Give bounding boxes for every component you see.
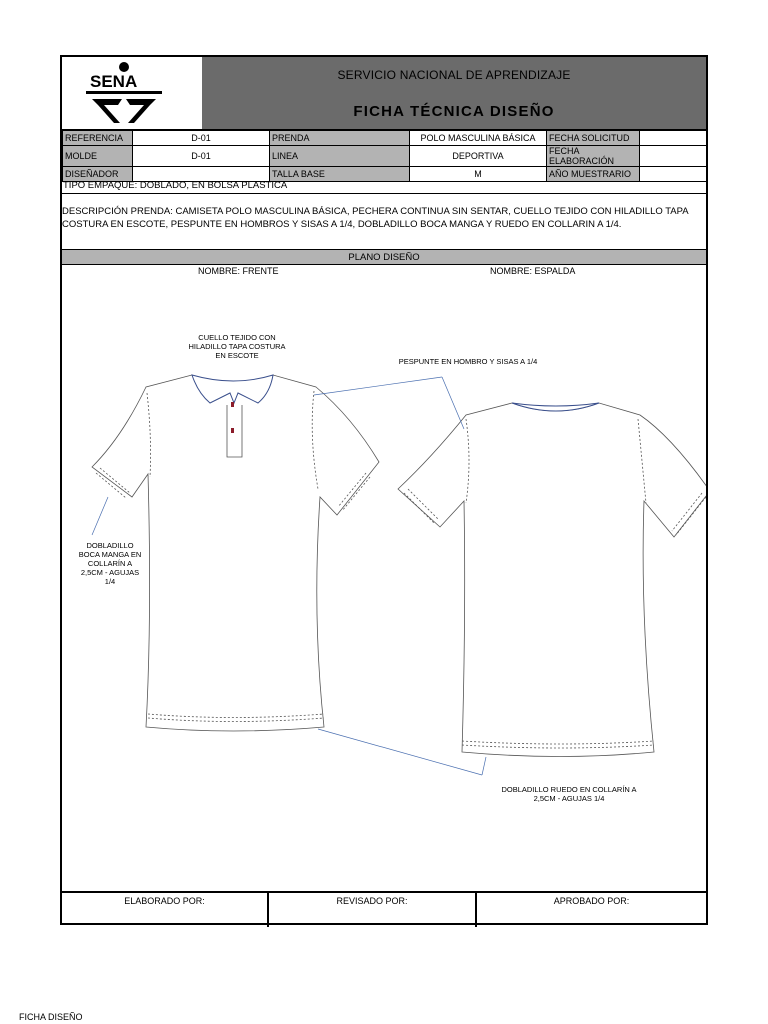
talla-base-value: M bbox=[410, 167, 547, 182]
polo-back-sketch bbox=[398, 403, 706, 757]
packaging-type: TIPO EMPAQUE: DOBLADO, EN BOLSA PLASTICA bbox=[62, 177, 706, 194]
aprobado-cell: APROBADO POR: bbox=[553, 896, 630, 906]
sheet-title: FICHA TÉCNICA DISEÑO bbox=[202, 93, 706, 129]
shoulder-annotation: PESPUNTE EN HOMBRO Y SISAS A 1/4 bbox=[398, 357, 538, 366]
referencia-value: D-01 bbox=[133, 131, 270, 146]
talla-base-label: TALLA BASE bbox=[270, 167, 410, 182]
linea-label: LINEA bbox=[270, 146, 410, 167]
prenda-label: PRENDA bbox=[270, 131, 410, 146]
plano-header: PLANO DISEÑO bbox=[62, 249, 706, 265]
molde-value: D-01 bbox=[133, 146, 270, 167]
garment-drawing bbox=[62, 57, 706, 891]
hem-annotation: DOBLADILLO RUEDO EN COLLARÍN A 2,5CM - AGUJAS 1/4 bbox=[501, 785, 637, 803]
collar-annotation: CUELLO TEJIDO CON HILADILLO TAPA COSTURA EN ESCOTE bbox=[188, 333, 286, 360]
prenda-value: POLO MASCULINA BÁSICA bbox=[410, 131, 547, 146]
revisado-cell: REVISADO POR: bbox=[269, 893, 477, 927]
back-name: NOMBRE: ESPALDA bbox=[490, 266, 576, 276]
button-icon bbox=[231, 428, 234, 433]
elaborado-cell: ELABORADO POR: bbox=[62, 893, 269, 927]
front-name: NOMBRE: FRENTE bbox=[198, 266, 279, 276]
signature-footer bbox=[62, 891, 706, 927]
disenador-label: DISEÑADOR bbox=[63, 167, 133, 182]
garment-description: DESCRIPCIÓN PRENDA: CAMISETA POLO MASCULINA BÁSICA, PECHERA CONTINUA SIN SENTAR, CUELLO TEJIDO CON HILADILLO TAPA COSTURA EN ESCOTE, PESPUNTE EN HOMBROS Y SISAS A 1/4, DOBLADILLO BOCA MANGA Y RUEDO EN COLLARIN A 1/4. bbox=[62, 206, 689, 230]
fecha-elaboracion-label: FECHA ELABORACIÓN bbox=[547, 146, 640, 167]
molde-label: MOLDE bbox=[63, 146, 133, 167]
button-icon bbox=[231, 402, 234, 407]
ano-muestrario-label: AÑO MUESTRARIO bbox=[547, 167, 640, 182]
sheet-tab-name: FICHA DISEÑO bbox=[19, 1012, 83, 1022]
fecha-solicitud-label: FECHA SOLICITUD bbox=[547, 131, 640, 146]
logo-text: SENA bbox=[90, 72, 138, 91]
sleeve-annotation: DOBLADILLO BOCA MANGA EN COLLARÍN A 2,5CM - AGUJAS 1/4 bbox=[78, 541, 142, 586]
technical-sheet bbox=[60, 55, 708, 925]
institution-header: SERVICIO NACIONAL DE APRENDIZAJE bbox=[202, 57, 706, 94]
linea-value: DEPORTIVA bbox=[410, 146, 547, 167]
referencia-label: REFERENCIA bbox=[63, 131, 133, 146]
